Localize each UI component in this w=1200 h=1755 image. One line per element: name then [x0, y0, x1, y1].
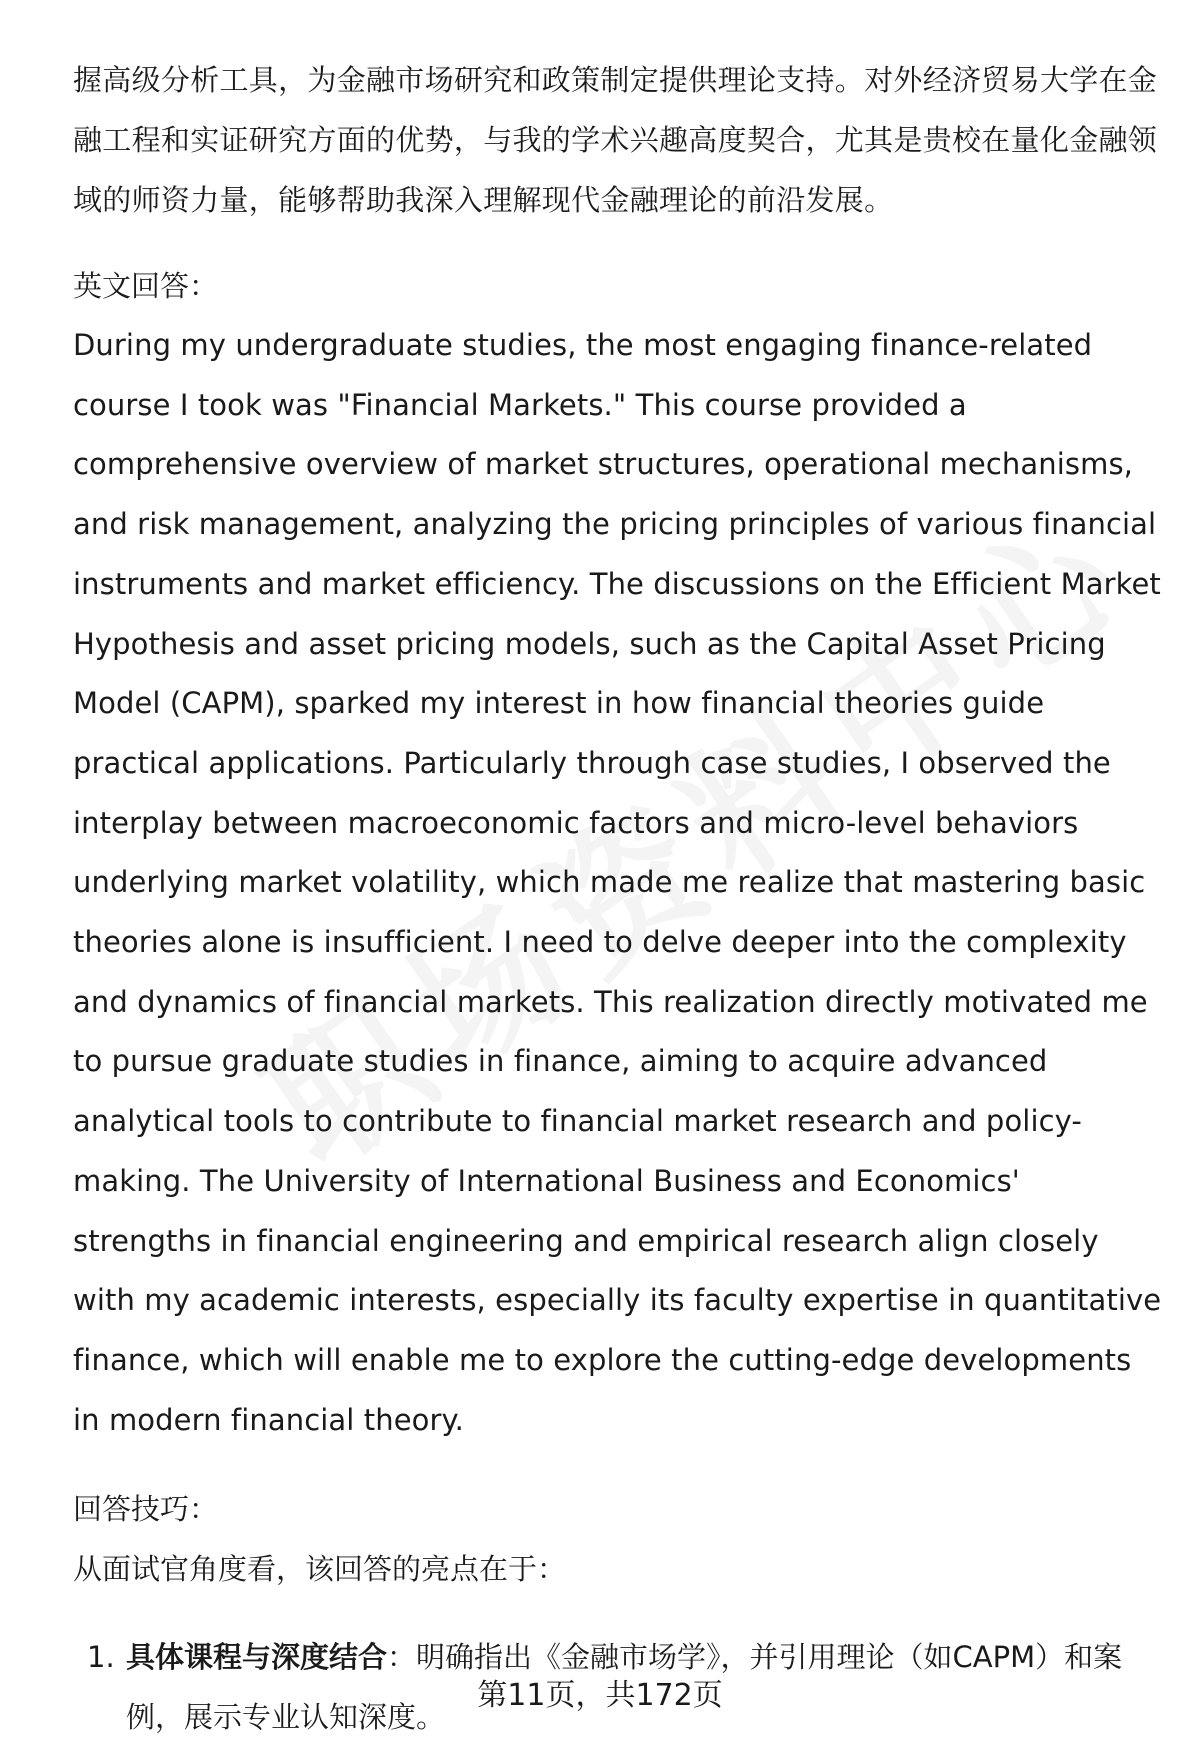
intro-paragraph: 握高级分析工具，为金融市场研究和政策制定提供理论支持。对外经济贸易大学在金融工程和实证研究方面的优势，与我的学术兴趣高度契合，尤其是贵校在量化金融领域的师资力量，能够帮助我深入理解现代金融理论的前沿发展。 [73, 63, 1158, 217]
english-answer-paragraph: During my undergraduate studies, the most engaging finance-related course I took was "Financial Markets." This course provided a comprehensive overview of market structures, operational mechanisms, and risk management, analyzing the pricing principles of various financial instruments and market efficiency. The discussions on the Efficient Market Hypothesis and asset pricing models, such as the Capital Asset Pricing Model (CAPM), sparked my interest in how financial theories guide practical applications. Particularly through case studies, I observed the interplay between macroeconomic factors and micro-level behaviors underlying market volatility, which made me realize that mastering basic theories alone is insufficient. I need to delve deeper into the complexity and dynamics of financial markets. This realization directly motivated me to pursue graduate studies in finance, aiming to acquire advanced analytical tools to contribute to financial market research and policy-making. The University of International Business and Economics' strengths in financial engineering and empirical research align closely with my academic interests, especially its faculty expertise in quantitative finance, which will enable me to explore the cutting-edge developments in modern financial theory. [73, 328, 1162, 1437]
english-answer-heading: 英文回答： [73, 269, 219, 303]
document-page [73, 50, 1163, 1747]
tips-heading: 回答技巧： [73, 1492, 219, 1527]
list-item-title: 具体课程与深度结合 [126, 1640, 388, 1675]
list-item-number: 1. [87, 1640, 115, 1675]
page-footer: 第11页，共172页 [477, 1678, 723, 1713]
tips-intro: 从面试官角度看，该回答的亮点在于： [73, 1552, 567, 1587]
list-item-text: ：明确指出《金融市场学》，并引用理论（如CAPM）和案例，展示专业认知深度。 [126, 1640, 1123, 1735]
